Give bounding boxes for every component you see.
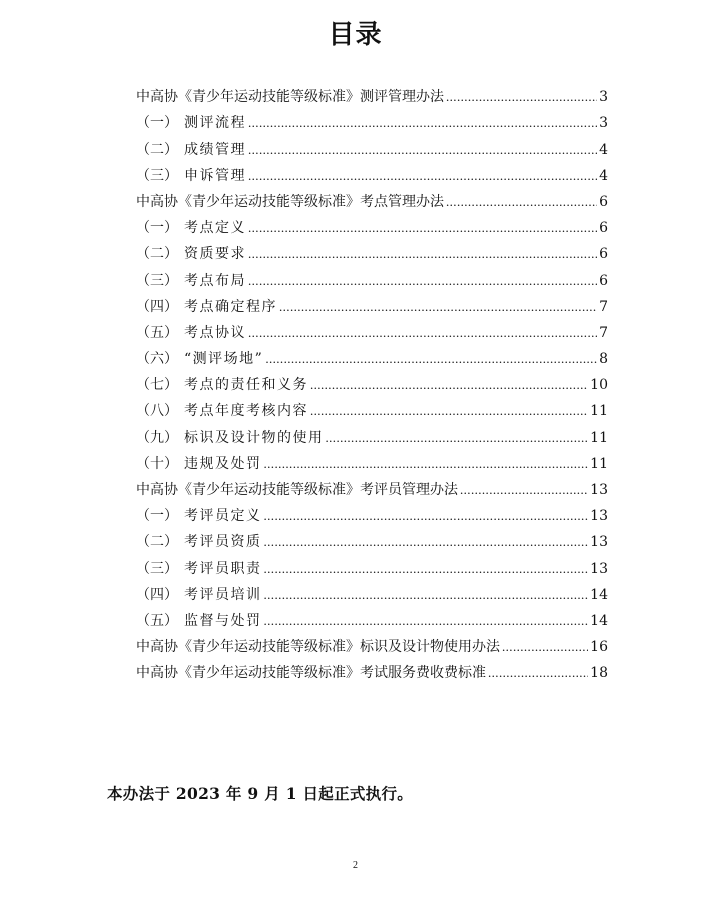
toc-entry-label — [136, 245, 246, 263]
toc-entry[interactable] — [136, 473, 608, 499]
toc-dot-leader — [248, 114, 597, 132]
toc-page-number: 4 — [599, 141, 608, 158]
toc-subentry[interactable] — [136, 525, 608, 551]
toc-entry-text: 中高协《青少年运动技能等级标准》考点管理办法 — [136, 193, 444, 210]
page-number: 2 — [353, 860, 358, 871]
toc-entry-label — [136, 402, 308, 420]
toc-entry-text: 考评员资质 — [184, 534, 262, 551]
toc-entry-text: 中高协《青少年运动技能等级标准》测评管理办法 — [136, 89, 444, 106]
toc-subentry[interactable] — [136, 499, 608, 525]
toc-dot-leader — [248, 141, 597, 159]
toc-dot-leader — [264, 533, 589, 551]
toc-subentry[interactable] — [136, 368, 608, 394]
toc-entry-text: 考评员培训 — [184, 586, 262, 603]
toc-entry-number: （八） — [136, 403, 178, 420]
toc-entry-number: （五） — [136, 324, 178, 341]
toc-dot-leader — [265, 350, 597, 368]
toc-page-number: 11 — [590, 429, 608, 446]
toc-page-number: 13 — [590, 560, 608, 577]
toc-entry[interactable] — [136, 630, 608, 656]
toc-page-number: 11 — [590, 455, 608, 472]
toc-page-number: 10 — [590, 377, 608, 394]
toc-page-number: 3 — [599, 89, 608, 106]
toc-entry[interactable] — [136, 185, 608, 211]
toc-subentry[interactable] — [136, 159, 608, 185]
toc-dot-leader — [264, 612, 589, 630]
toc-entry-label — [136, 586, 262, 604]
toc-dot-leader — [326, 429, 589, 447]
toc-page-number: 18 — [590, 665, 608, 682]
effective-date-notice: 本办法于 2023 年 9 月 1 日起正式执行。 — [107, 784, 414, 803]
toc-page-number: 13 — [590, 534, 608, 551]
toc-subentry[interactable] — [136, 316, 608, 342]
toc-dot-leader — [502, 638, 588, 656]
toc-subentry[interactable] — [136, 447, 608, 473]
toc-entry-label — [136, 481, 458, 499]
toc-subentry[interactable] — [136, 237, 608, 263]
toc-entry[interactable] — [136, 656, 608, 682]
toc-subentry[interactable] — [136, 604, 608, 630]
toc-entry-number: （四） — [136, 298, 178, 315]
toc-entry-text: 成绩管理 — [184, 141, 246, 158]
toc-entry-number: （三） — [136, 560, 178, 577]
toc-entry-label — [136, 638, 500, 656]
toc-entry-text: 考点的责任和义务 — [184, 377, 308, 394]
toc-subentry[interactable] — [136, 211, 608, 237]
toc-dot-leader — [264, 507, 589, 525]
toc-entry-number: （一） — [136, 508, 178, 525]
toc-dot-leader — [264, 560, 589, 578]
toc-entry-text: 中高协《青少年运动技能等级标准》考评员管理办法 — [136, 482, 458, 498]
toc-entry-label — [136, 298, 277, 316]
toc-entry-number: （五） — [136, 612, 178, 629]
toc-entry-number: （二） — [136, 246, 178, 263]
toc-page-number: 7 — [599, 324, 608, 341]
toc-entry[interactable] — [136, 80, 608, 106]
toc-dot-leader — [248, 324, 597, 342]
page-title: 目录 — [328, 20, 383, 50]
toc-entry-text: 测评流程 — [184, 115, 246, 132]
toc-entry-label — [136, 455, 262, 473]
toc-page-number: 14 — [590, 586, 608, 603]
toc-dot-leader — [264, 455, 589, 473]
toc-dot-leader — [248, 167, 597, 185]
toc-page-number: 16 — [590, 639, 608, 656]
toc-page-number: 7 — [599, 298, 608, 315]
toc-entry-label — [136, 507, 262, 525]
toc-entry-label — [136, 193, 444, 211]
toc-entry-number: （三） — [136, 272, 178, 289]
toc-entry-number: （一） — [136, 115, 178, 132]
toc-subentry[interactable] — [136, 290, 608, 316]
toc-page-number: 8 — [599, 351, 608, 368]
toc-entry-text: 监督与处罚 — [184, 612, 262, 629]
toc-entry-text: 中高协《青少年运动技能等级标准》考试服务费收费标准 — [136, 665, 486, 682]
toc-entry-label — [136, 533, 262, 551]
toc-entry-text: 中高协《青少年运动技能等级标准》标识及设计物使用办法 — [136, 639, 500, 656]
toc-page-number: 3 — [599, 115, 608, 132]
toc-page-number: 14 — [590, 612, 608, 629]
toc-entry-label — [136, 167, 246, 185]
table-of-contents — [136, 80, 608, 682]
toc-entry-number: （四） — [136, 586, 178, 603]
toc-dot-leader — [310, 376, 588, 394]
toc-entry-label — [136, 272, 246, 290]
toc-page-number: 4 — [599, 167, 608, 184]
toc-page-number: 6 — [599, 220, 608, 237]
toc-page-number: 6 — [599, 193, 608, 210]
toc-entry-text: 考评员定义 — [184, 508, 262, 525]
toc-dot-leader — [446, 193, 597, 211]
toc-dot-leader — [460, 481, 588, 499]
toc-subentry[interactable] — [136, 342, 608, 368]
toc-subentry[interactable] — [136, 106, 608, 132]
toc-entry-text: 考点确定程序 — [184, 298, 277, 315]
toc-dot-leader — [264, 586, 589, 604]
toc-entry-text: 标识及设计物的使用 — [184, 429, 324, 446]
toc-dot-leader — [248, 219, 597, 237]
toc-dot-leader — [248, 245, 597, 263]
toc-page-number: 6 — [599, 272, 608, 289]
toc-entry-number: （一） — [136, 220, 178, 237]
toc-entry-number: （三） — [136, 167, 178, 184]
toc-entry-text: 考评员职责 — [184, 560, 262, 577]
toc-subentry[interactable] — [136, 420, 608, 446]
toc-entry-label — [136, 664, 486, 682]
toc-entry-number: （六） — [136, 351, 178, 368]
toc-entry-label — [136, 612, 262, 630]
toc-subentry[interactable] — [136, 132, 608, 158]
toc-entry-text: 考点布局 — [184, 272, 246, 289]
toc-entry-number: （七） — [136, 377, 178, 394]
toc-page-number: 6 — [599, 246, 608, 263]
toc-entry-number: （十） — [136, 455, 178, 472]
toc-entry-text: 资质要求 — [184, 246, 246, 263]
toc-entry-text: 申诉管理 — [184, 167, 246, 184]
toc-dot-leader — [310, 402, 588, 420]
toc-page-number: 13 — [590, 482, 608, 498]
toc-dot-leader — [446, 88, 597, 106]
toc-entry-text: 考点定义 — [184, 220, 246, 237]
toc-entry-label — [136, 350, 263, 368]
toc-entry-label — [136, 324, 246, 342]
toc-entry-label — [136, 88, 444, 106]
toc-subentry[interactable] — [136, 394, 608, 420]
toc-page-number: 11 — [590, 403, 608, 420]
toc-entry-number: （二） — [136, 141, 178, 158]
toc-dot-leader — [488, 664, 588, 682]
toc-entry-text: 违规及处罚 — [184, 455, 262, 472]
toc-dot-leader — [279, 298, 597, 316]
toc-entry-text: 考点年度考核内容 — [184, 403, 308, 420]
toc-entry-label — [136, 114, 246, 132]
toc-subentry[interactable] — [136, 551, 608, 577]
toc-subentry[interactable] — [136, 578, 608, 604]
toc-dot-leader — [248, 272, 597, 290]
toc-entry-label — [136, 560, 262, 578]
toc-page-number: 13 — [590, 508, 608, 525]
toc-entry-label — [136, 429, 324, 447]
toc-entry-label — [136, 376, 308, 394]
toc-subentry[interactable] — [136, 263, 608, 289]
toc-entry-number: （二） — [136, 534, 178, 551]
toc-entry-number: （九） — [136, 429, 178, 446]
toc-entry-text: 考点协议 — [184, 324, 246, 341]
toc-entry-text: “测评场地” — [184, 351, 264, 368]
toc-entry-label — [136, 141, 246, 159]
toc-entry-label — [136, 219, 246, 237]
